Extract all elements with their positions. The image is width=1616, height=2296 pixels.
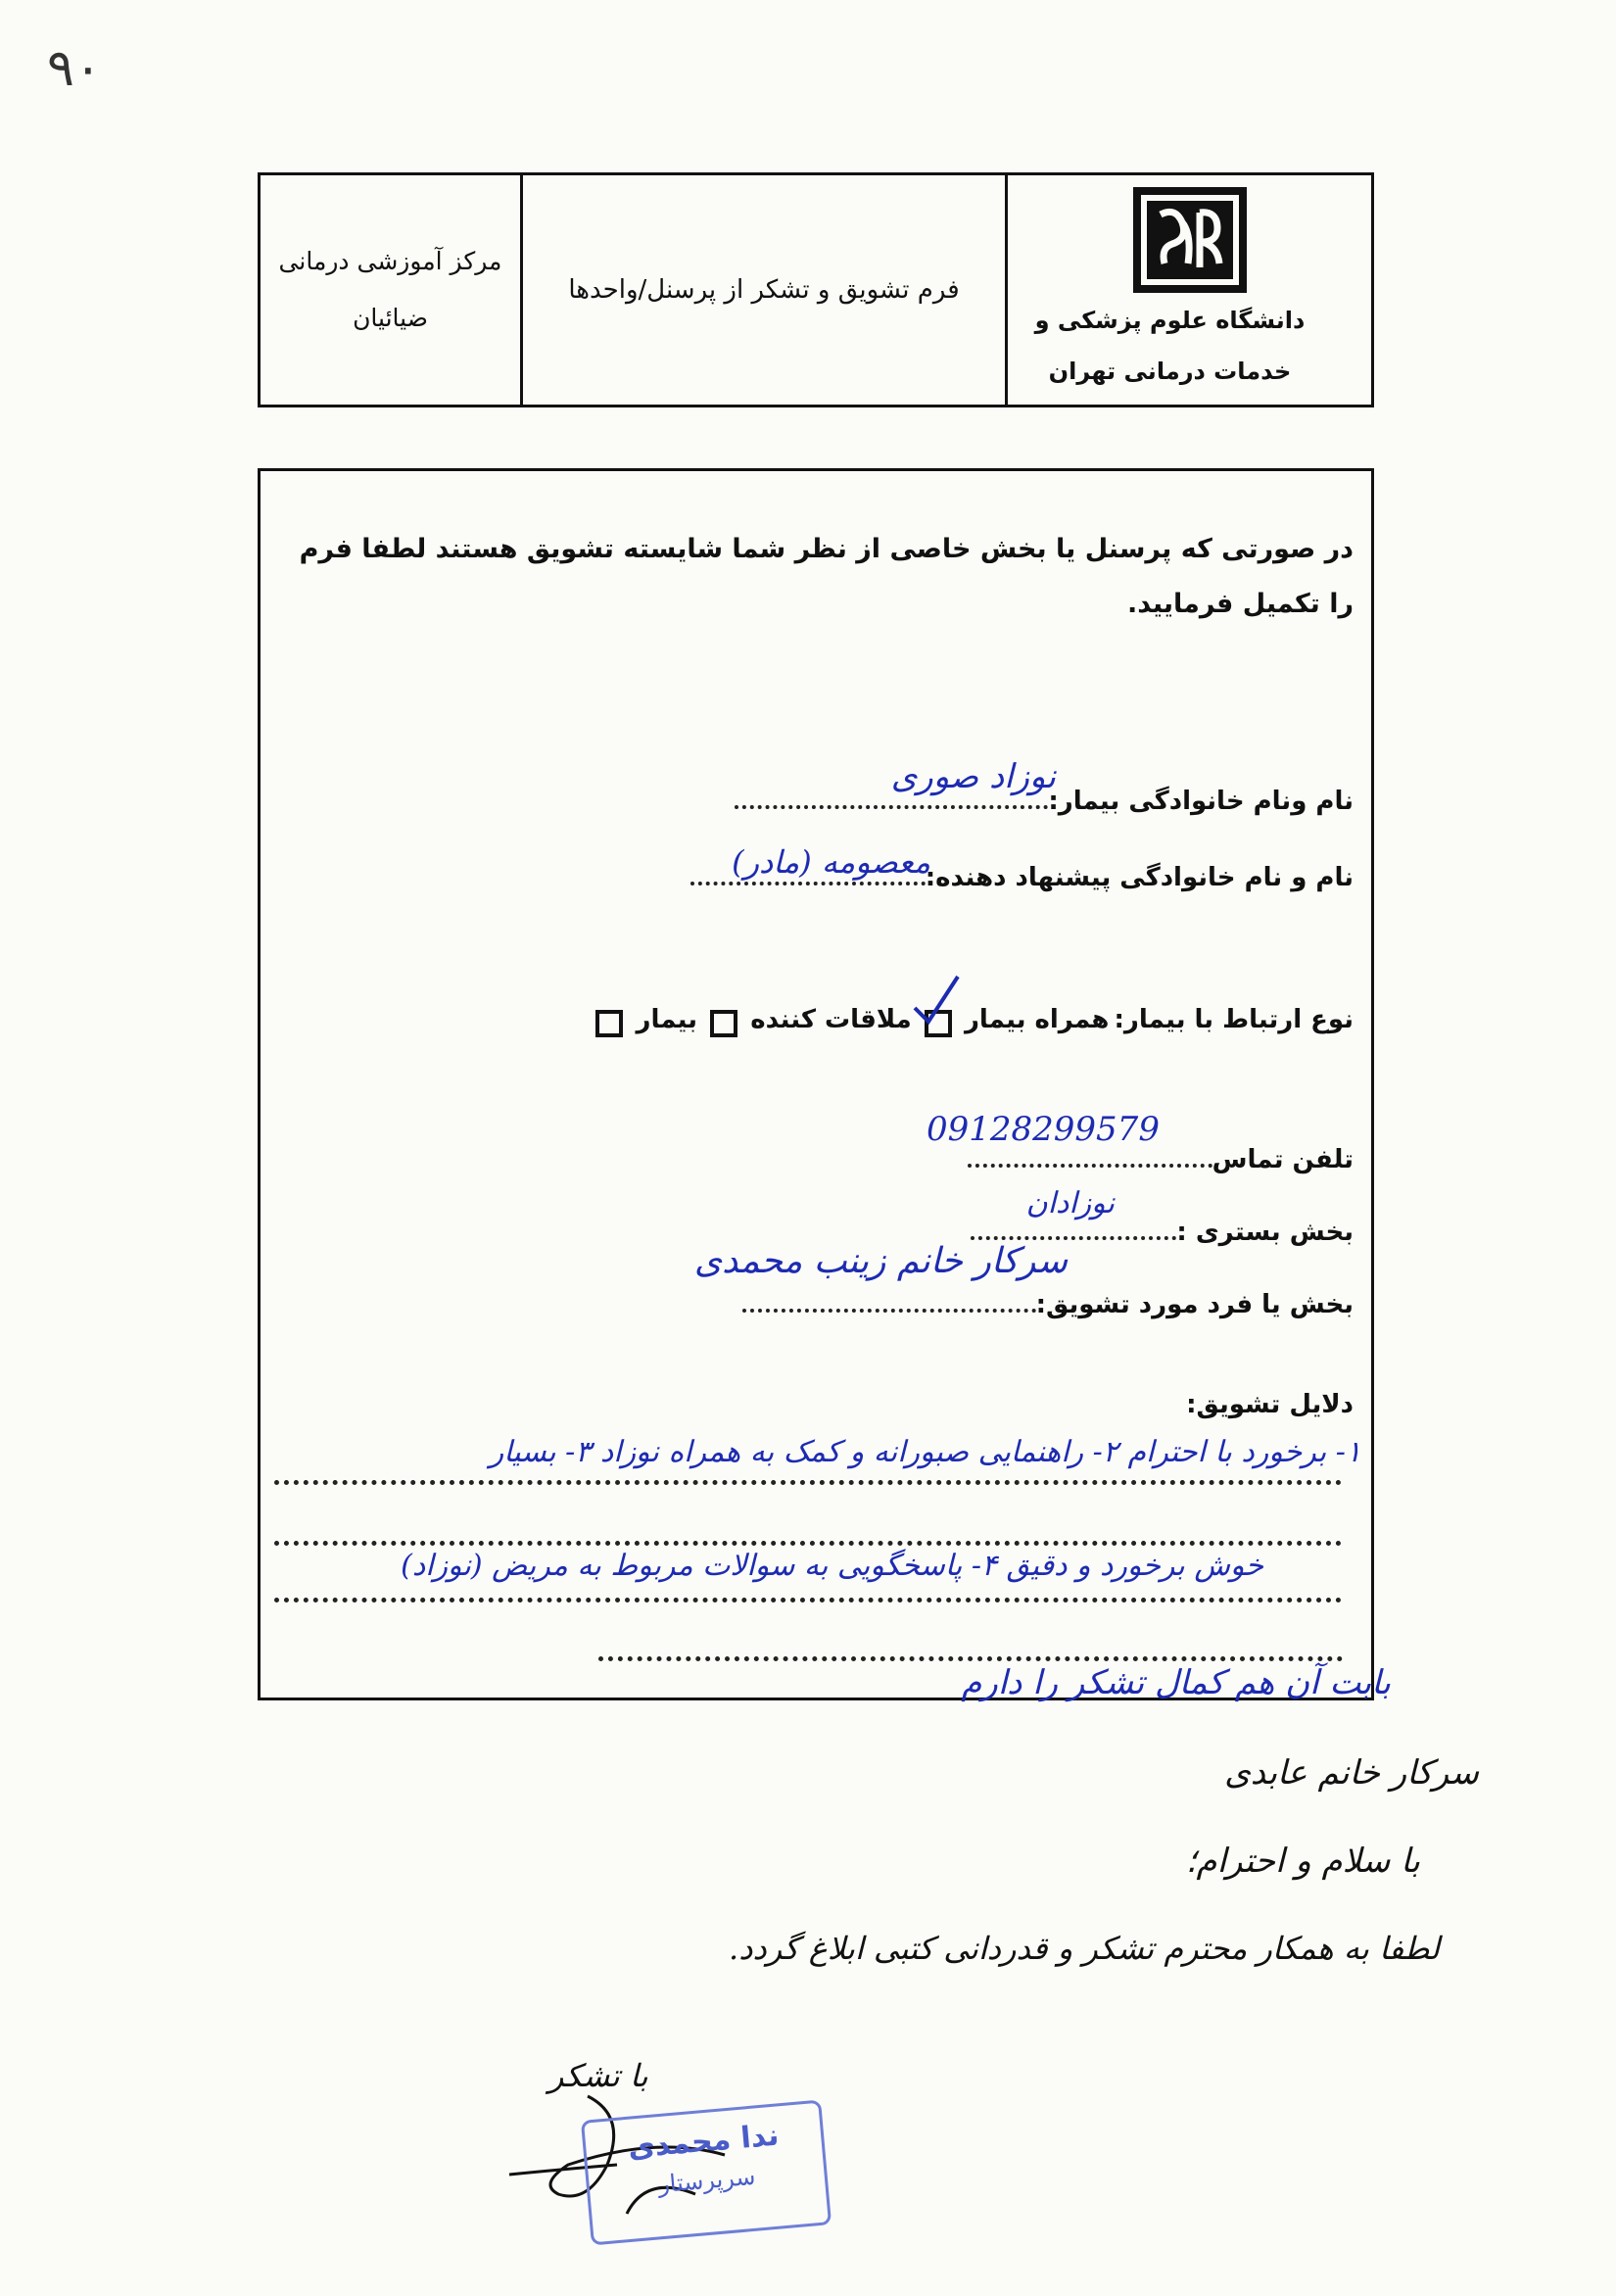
note-line-1: سرکار خانم عابدی [1224,1753,1479,1793]
phone-label: تلفن تماس [1212,1145,1354,1174]
center-name-line2: ضیائیان [353,304,428,332]
stamp-name: ندا محمدی [626,2118,781,2166]
reason-line-3[interactable]: بابت آن هم کمال تشکر را دارم [961,1663,1391,1702]
relation-label: نوع ارتباط با بیمار: [1114,1005,1354,1034]
stamp-title: سرپرستار [656,2162,757,2199]
center-name-cell [261,175,523,405]
checkmark-icon [907,971,966,1029]
page-number: ۹۰ [47,39,102,98]
patient-name-value[interactable]: نوزاد صوری [890,757,1056,796]
reasons-dotline-2 [274,1541,1342,1546]
reasons-dotline-1 [274,1480,1342,1485]
ward-label: بخش بستری : [1176,1218,1354,1247]
phone-value[interactable]: 09128299579 [927,1110,1160,1149]
university-cell [1008,175,1371,405]
university-line1: دانشگاه علوم پزشکی و [1034,307,1306,334]
appreciation-form [258,468,1374,1700]
reasons-label: دلایل تشویق: [1186,1390,1354,1419]
university-line2: خدمات درمانی تهران [1048,358,1292,385]
university-logo-icon [1131,185,1249,295]
reasons-dotline-3 [274,1598,1342,1602]
reason-line-2[interactable]: خوش برخورد و دقیق ۴- پاسخگویی به سوالات مربوط به مریض (نوزاد) [401,1549,1263,1583]
relation-checkbox-visitor[interactable] [710,1010,737,1037]
patient-name-label: نام ونام خانوادگی بیمار: [1048,787,1354,816]
center-name-line1: مرکز آموزشی درمانی [278,247,502,275]
form-header [258,172,1374,407]
relation-row [588,1005,1354,1037]
reasons-dotline-4 [598,1656,1343,1661]
note-line-2: با سلام و احترام؛ [1185,1842,1420,1881]
reason-line-1[interactable]: ۱- برخورد با احترام ۲- راهنمایی صبورانه و کمک به همراه نوزاد ۳- بسیار [489,1435,1361,1469]
phone-row [968,1145,1354,1174]
target-dots [742,1295,1036,1313]
form-intro: در صورتی که پرسنل یا بخش خاصی از نظر شما شایسته تشویق هستند لطفا فرم را تکمیل فرمایید. [299,534,1354,619]
relation-option-companion: همراه بیمار [964,1005,1110,1034]
note-line-4: با تشکر [548,2057,648,2094]
target-row [742,1290,1354,1319]
relation-option-visitor: ملاقات کننده [750,1005,912,1034]
target-value[interactable]: سرکار خانم زینب محمدی [693,1241,1068,1281]
ward-value[interactable]: نوزادان [1025,1186,1115,1220]
form-title: فرم تشویق و تشکر از پرسنل/واحدها [568,275,960,305]
form-title-cell [523,175,1008,405]
relation-option-patient: بیمار [636,1005,698,1034]
phone-dots [968,1150,1212,1168]
proposer-value[interactable]: معصومه (مادر) [732,843,930,881]
approval-stamp [581,2100,832,2246]
ward-dots [971,1222,1176,1240]
target-label: بخش یا فرد مورد تشویق: [1035,1290,1354,1319]
note-line-3: لطفا به همکار محترم تشکر و قدردانی کتبی ابلاغ گردد. [729,1930,1440,1967]
relation-checkbox-patient[interactable] [595,1010,623,1037]
proposer-label: نام و نام خانوادگی پیشنهاد دهنده: [925,863,1354,892]
